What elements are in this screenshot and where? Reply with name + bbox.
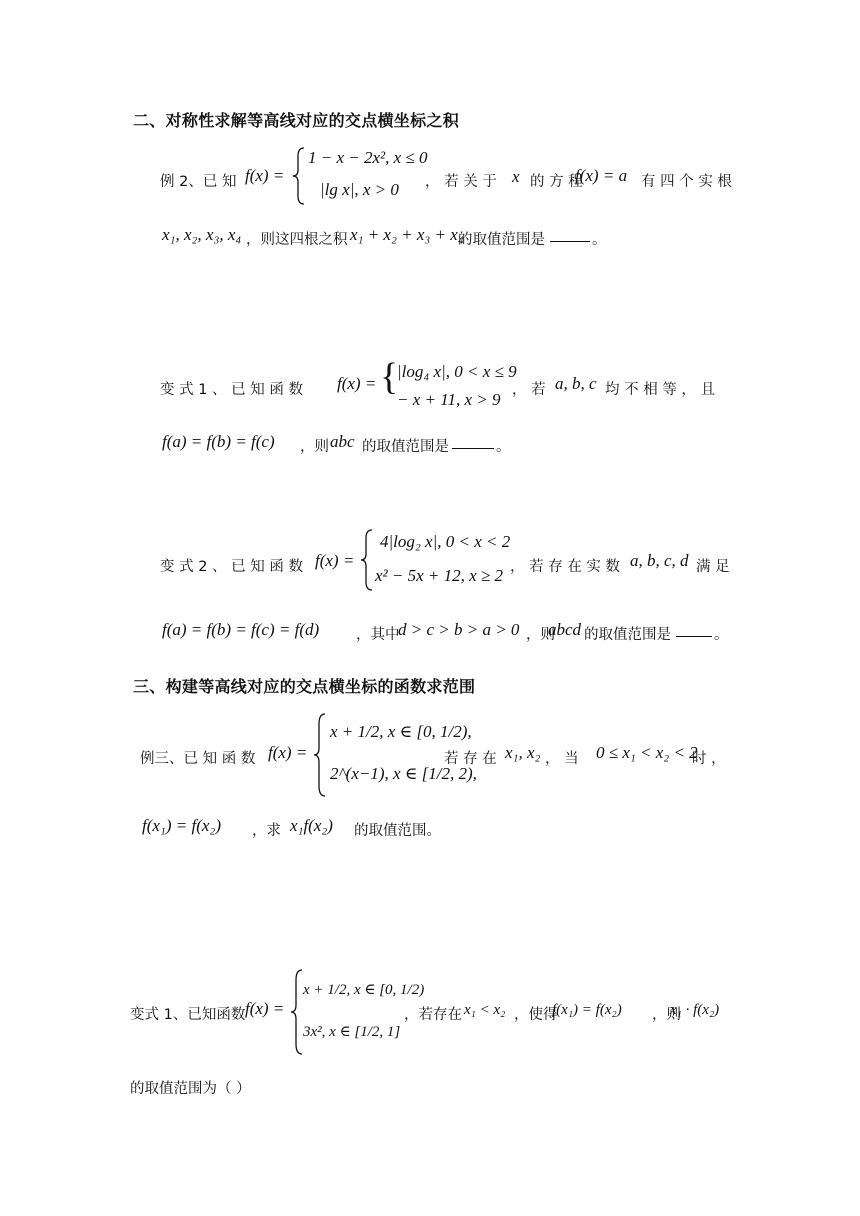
example-2-blank bbox=[550, 229, 590, 242]
s3-variant-1-text-c: ，则 bbox=[652, 1007, 681, 1023]
s3-variant-1-text-a: ，若存在 bbox=[404, 1007, 462, 1023]
worksheet-page: 二、对称性求解等高线对应的交点横坐标之积 例 2、已 知 f(x) = 1 − x − 2x², x ≤ 0 |lg x|, x > 0 ， 若 关 于 x 的 方 程 f(x) = a 有 四 个 实 根 x₁, x₂, x₃, x₄ ，则这四根之积 x₁ + x₂ + x₃ + x₄ 的取值范围是 。 变 式 1 、 已 知 函 数 f(x) = { |log₄ x|, 0 < x ≤ 9 − x + 11, x > 9 ， 若 a, b, c 均 不 相 等 ， 且 f(a) = f(b) = f(c) ，则 abc 的取值范围是 。 变 式 2 、 已 知 函 数 f(x) = 4|log₂ x|, 0 < x < 2 x² − 5x + 12, x ≥ 2 ， 若 存 在 实 数 a, b, c, d 满 足 f(a) = f(b) = f(c) = f(d) ，其中 d > c > b > a > 0 ，则 abcd 的取值范围是 。 三、构建等高线对应的交点横坐标的函数求范围 例三、已 知 函 数 f(x) = x + 1/2, x ∈ [0, 1/2), 2^(x−1), x ∈ [1/2, 2), 若 存 在 x₁, x₂ ， 当 0 ≤ x₁ < x₂ < 2 时 ， f(x₁) = f(x₂) ，求 x₁f(x₂) 的取值范围。 变式 1、已知函数 f(x) = x + 1/2, x ∈ [0, 1/2) 3x², x ∈ [1/2, 1] ，若存在 x₁ < x₂ ，使得 f(x₁) = f(x₂) ，则 x₁ · f(x₂) 的取值范围为（ ） bbox=[0, 0, 860, 1216]
s3-variant-1-case-1: x + 1/2, x ∈ [0, 1/2) bbox=[303, 982, 425, 998]
s3-variant-1-product: x₁ · f(x₂) bbox=[670, 1002, 720, 1018]
variant-2-brace bbox=[360, 528, 374, 592]
example-3-fx: f(x) = bbox=[268, 743, 308, 762]
variant-1-blank bbox=[452, 436, 494, 449]
variant-1-text-d: 的取值范围是 bbox=[362, 439, 449, 455]
example-3-product: x₁f(x₂) bbox=[290, 816, 333, 835]
example-3-condition: 0 ≤ x₁ < x₂ < 2 bbox=[596, 743, 698, 762]
variant-1-fx: f(x) = bbox=[337, 374, 377, 393]
example-3-case-2: 2^(x−1), x ∈ [1/2, 2), bbox=[330, 764, 477, 783]
section-3-title: 三、构建等高线对应的交点横坐标的函数求范围 bbox=[133, 677, 476, 696]
variant-2-blank bbox=[676, 624, 712, 637]
example-2-end: 。 bbox=[592, 232, 607, 248]
example-2-text-a: ， 若 关 于 bbox=[425, 174, 497, 190]
variant-2-product: abcd bbox=[548, 620, 582, 639]
example-2-text-b: 的 方 程 bbox=[530, 174, 583, 190]
example-2-label: 例 2、已 知 bbox=[160, 174, 237, 190]
example-2-sum: x₁ + x₂ + x₃ + x₄ bbox=[350, 225, 464, 244]
variant-2-label: 变 式 2 、 已 知 函 数 bbox=[160, 559, 303, 575]
s3-variant-1-text-b: ，使得 bbox=[514, 1007, 558, 1023]
variant-1-label: 变 式 1 、 已 知 函 数 bbox=[160, 382, 303, 398]
variant-1-case-1: |log₄ x|, 0 < x ≤ 9 bbox=[397, 362, 517, 381]
example-2-equation: f(x) = a bbox=[575, 166, 628, 185]
variant-2-text-d: ，则 bbox=[526, 627, 555, 643]
variant-1-case-2: − x + 11, x > 9 bbox=[397, 390, 501, 409]
variant-2-condition: f(a) = f(b) = f(c) = f(d) bbox=[162, 620, 320, 639]
variant-2-text-b: 满 足 bbox=[696, 559, 730, 575]
s3-variant-1-equation: f(x₁) = f(x₂) bbox=[552, 1002, 622, 1018]
variant-1-vars: a, b, c bbox=[555, 374, 597, 393]
section-2-title: 二、对称性求解等高线对应的交点横坐标之积 bbox=[133, 111, 460, 130]
variant-2-fx: f(x) = bbox=[315, 551, 355, 570]
variant-2-case-1: 4|log₂ x|, 0 < x < 2 bbox=[380, 532, 511, 551]
example-2-text-d: ，则这四根之积 bbox=[246, 232, 348, 248]
example-2-roots: x₁, x₂, x₃, x₄ bbox=[162, 225, 242, 244]
variant-2-text-a: ， 若 存 在 实 数 bbox=[510, 559, 621, 575]
example-3-text-b: ， 当 bbox=[545, 751, 579, 767]
example-3-text-e: 的取值范围。 bbox=[354, 823, 441, 839]
variant-1-product: abc bbox=[330, 432, 355, 451]
variant-1-end: 。 bbox=[496, 439, 511, 455]
s3-variant-1-brace bbox=[290, 968, 304, 1056]
variant-1-text-b: 均 不 相 等 ， 且 bbox=[605, 382, 716, 398]
example-3-vars: x₁, x₂ bbox=[505, 743, 541, 762]
example-2-brace bbox=[292, 146, 306, 206]
variant-1-text-c: ，则 bbox=[300, 439, 329, 455]
example-3-text-c: 时 ， bbox=[692, 751, 726, 767]
example-2-text-e: 的取值范围是 bbox=[458, 232, 545, 248]
variant-2-case-2: x² − 5x + 12, x ≥ 2 bbox=[375, 566, 504, 585]
variant-1-brace: { bbox=[380, 356, 399, 398]
example-3-equation: f(x₁) = f(x₂) bbox=[142, 816, 221, 835]
example-2-case-2: |lg x|, x > 0 bbox=[320, 180, 399, 199]
s3-variant-1-fx: f(x) = bbox=[245, 999, 285, 1018]
variant-2-text-e: 的取值范围是 bbox=[584, 627, 671, 643]
variant-1-condition: f(a) = f(b) = f(c) bbox=[162, 432, 275, 451]
variant-2-text-c: ，其中 bbox=[356, 627, 400, 643]
example-2-case-1: 1 − x − 2x², x ≤ 0 bbox=[308, 148, 428, 167]
s3-variant-1-label: 变式 1、已知函数 bbox=[130, 1007, 246, 1023]
example-3-text-d: ，求 bbox=[252, 823, 281, 839]
example-2-fx: f(x) = bbox=[245, 166, 285, 185]
example-3-label: 例三、已 知 函 数 bbox=[140, 751, 256, 767]
variant-2-end: 。 bbox=[714, 627, 729, 643]
example-3-case-1: x + 1/2, x ∈ [0, 1/2), bbox=[330, 722, 472, 741]
variant-2-vars: a, b, c, d bbox=[630, 551, 689, 570]
s3-variant-1-inequality: x₁ < x₂ bbox=[464, 1002, 506, 1018]
example-3-text-a: 若 存 在 bbox=[444, 751, 497, 767]
variant-1-text-a: ， 若 bbox=[512, 382, 546, 398]
example-3-brace bbox=[313, 712, 327, 798]
s3-variant-1-case-2: 3x², x ∈ [1/2, 1] bbox=[303, 1024, 401, 1040]
s3-variant-1-tail: 的取值范围为（ ） bbox=[130, 1081, 251, 1097]
example-2-text-c: 有 四 个 实 根 bbox=[641, 174, 732, 190]
variant-2-order: d > c > b > a > 0 bbox=[398, 620, 520, 639]
